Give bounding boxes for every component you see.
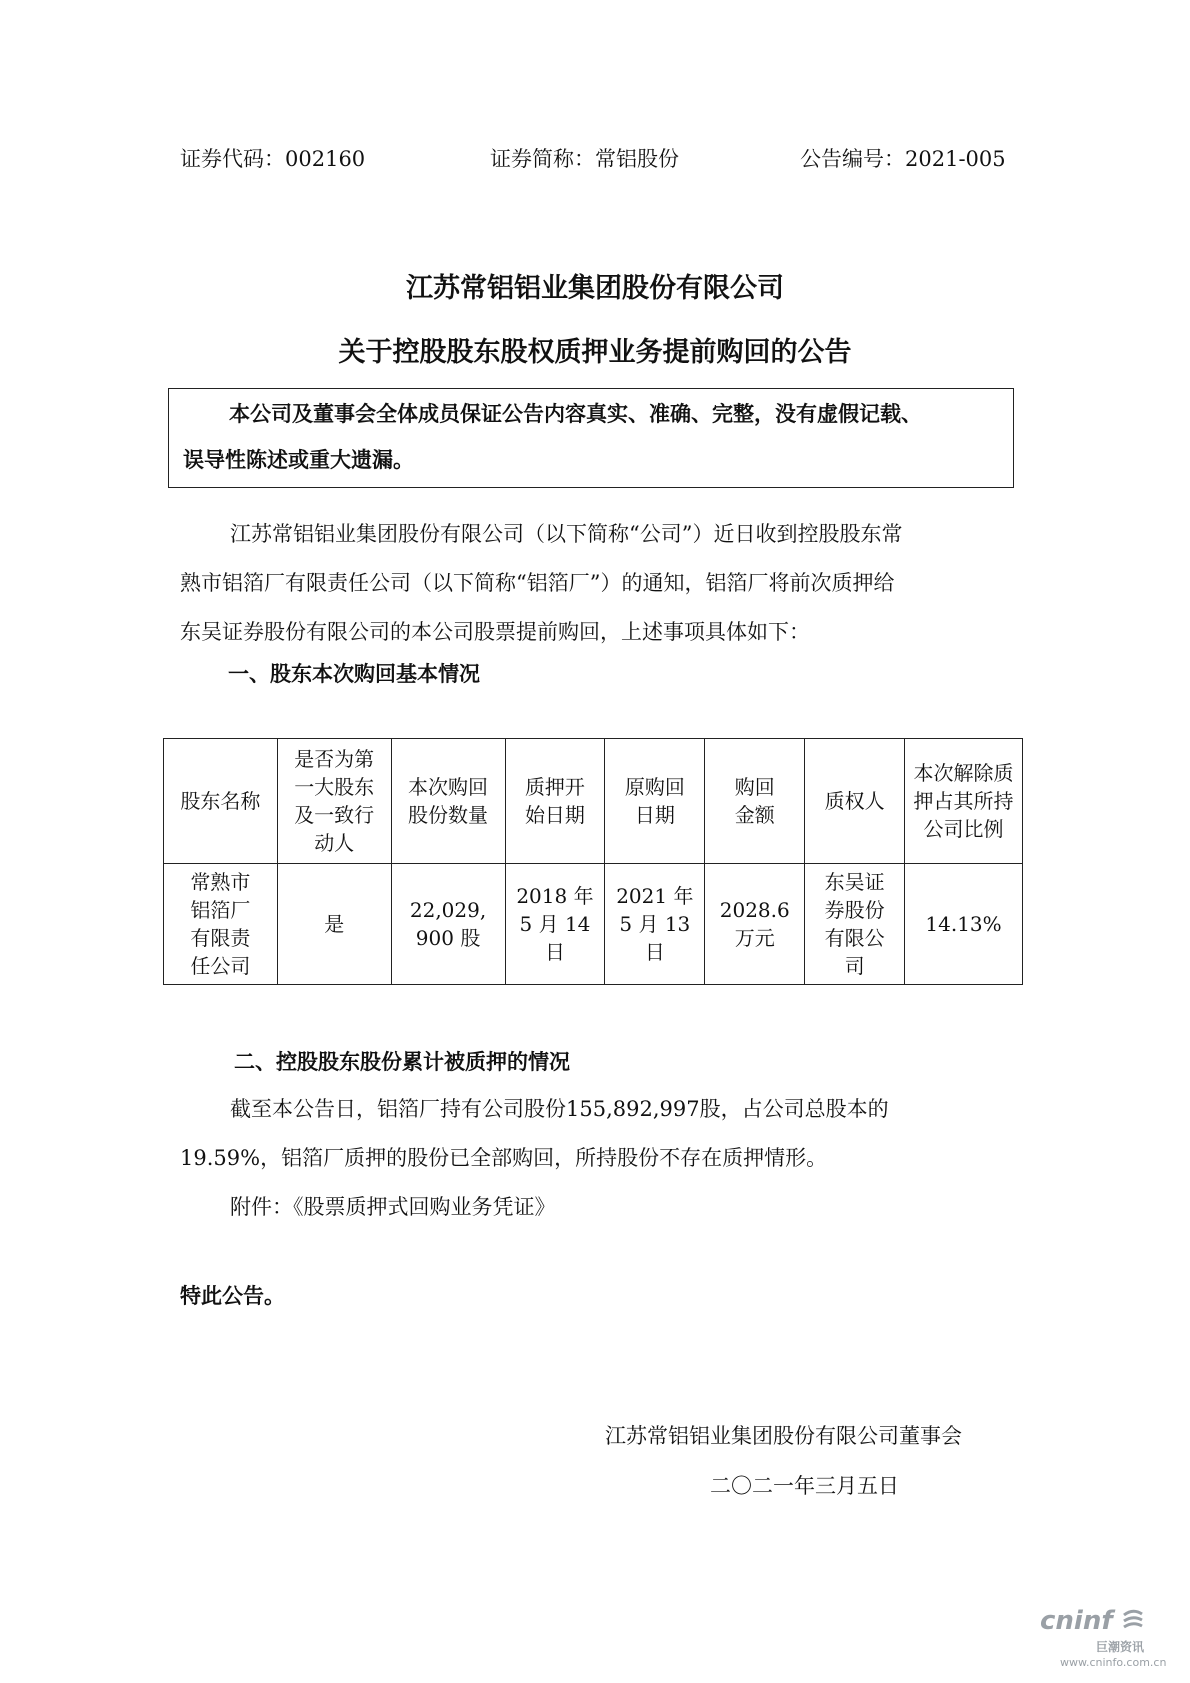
intro-paragraph (180, 510, 1012, 657)
data-cell-line: 2021 年 (616, 884, 694, 908)
header-cell-6 (705, 739, 805, 864)
header-cell-line: 股东名称 (180, 789, 261, 813)
data-cell-line: 14.13% (925, 912, 1002, 936)
security-code: 证券代码：002160 (180, 147, 366, 171)
data-cell-line: 有限责 (190, 926, 251, 950)
section-2-paragraph (180, 1085, 1012, 1232)
data-cell-line: 司 (844, 954, 865, 978)
header-cell-8 (905, 739, 1023, 864)
header-cell-line: 原购回 (624, 775, 685, 799)
data-cell-2 (277, 864, 391, 985)
header-cell-line: 本次购回 (408, 775, 489, 799)
data-cell-8 (905, 864, 1023, 985)
repurchase-table (163, 738, 1023, 985)
header-cell-line: 始日期 (524, 803, 585, 827)
header-cell-line: 公司比例 (923, 817, 1004, 841)
header-cell-4 (505, 739, 605, 864)
header-cell-7 (805, 739, 905, 864)
header-cell-line: 质押开 (524, 775, 585, 799)
data-cell-6 (705, 864, 805, 985)
header-cell-line: 一大股东 (294, 775, 375, 799)
notice-line-1: 本公司及董事会全体成员保证公告内容真实、准确、完整，没有虚假记载、 (229, 402, 922, 426)
header-cell-3 (391, 739, 505, 864)
header-cell-5 (605, 739, 705, 864)
logo-cn: 巨潮资讯 (1096, 1640, 1145, 1654)
header-cell-line: 及一致行 (294, 803, 375, 827)
signature-org: 江苏常铝铝业集团股份有限公司董事会 (605, 1424, 962, 1448)
header-cell-1 (164, 739, 278, 864)
table-row (164, 864, 1023, 985)
data-cell-line: 券股份 (824, 898, 885, 922)
cninfo-logo (1040, 1606, 1180, 1676)
data-cell-line: 2028.6 (719, 898, 790, 922)
logo-swirl-icon (1120, 1606, 1146, 1632)
intro-line-2: 熟市铝箔厂有限责任公司（以下简称“铝箔厂”）的通知，铝箔厂将前次质押给 (180, 571, 895, 595)
data-cell-line: 5 月 13 (619, 912, 691, 936)
section-2-heading: 二、控股股东股份累计被质押的情况 (234, 1050, 570, 1074)
header-cell-line: 动人 (314, 831, 355, 855)
data-cell-7 (805, 864, 905, 985)
data-cell-line: 铝箔厂 (190, 898, 251, 922)
data-cell-line: 东吴证 (824, 870, 885, 894)
header-cell-line: 金额 (734, 803, 775, 827)
header-cell-2 (277, 739, 391, 864)
header-cell-line: 股份数量 (408, 803, 489, 827)
logo-url: www.cninfo.com.cn (1060, 1656, 1167, 1669)
header-cell-line: 购回 (734, 775, 775, 799)
notice-line-2: 误导性陈述或重大遗漏。 (183, 448, 414, 472)
data-cell-line: 900 股 (415, 926, 481, 950)
data-cell-3 (391, 864, 505, 985)
data-cell-line: 2018 年 (516, 884, 594, 908)
data-cell-line: 5 月 14 (519, 912, 591, 936)
intro-line-1: 江苏常铝铝业集团股份有限公司（以下简称“公司”）近日收到控股股东常 (230, 522, 903, 546)
data-cell-line: 任公司 (190, 954, 251, 978)
header-cell-line: 本次解除质 (913, 761, 1014, 785)
closing-text: 特此公告。 (180, 1284, 285, 1308)
guarantee-notice-box (168, 388, 1014, 488)
data-cell-line: 有限公 (824, 926, 885, 950)
signature-date: 二〇二一年三月五日 (710, 1474, 899, 1498)
data-cell-1 (164, 864, 278, 985)
company-title: 江苏常铝铝业集团股份有限公司 (406, 273, 784, 304)
section-2-line-1: 截至本公告日，铝箔厂持有公司股份155,892,997股，占公司总股本的 (230, 1097, 889, 1121)
data-cell-line: 是 (324, 912, 345, 936)
data-cell-line: 常熟市 (190, 870, 251, 894)
header-cell-line: 是否为第 (294, 747, 375, 771)
security-short-name: 证券简称：常铝股份 (490, 147, 679, 171)
data-cell-line: 万元 (734, 926, 775, 950)
header-cell-line: 押占其所持 (913, 789, 1014, 813)
logo-brand: cninf (1040, 1606, 1113, 1636)
data-cell-5 (605, 864, 705, 985)
data-cell-line: 22,029, (409, 898, 487, 922)
notice-number: 公告编号：2021-005 (800, 147, 1006, 171)
header-cell-line: 日期 (634, 803, 675, 827)
notice-title: 关于控股股东股权质押业务提前购回的公告 (338, 337, 852, 368)
table-header-row (164, 739, 1023, 864)
attachment-line: 附件：《股票质押式回购业务凭证》 (230, 1195, 556, 1219)
section-1-heading: 一、股东本次购回基本情况 (228, 662, 480, 686)
header-cell-line: 质权人 (824, 789, 885, 813)
section-2-line-2: 19.59%，铝箔厂质押的股份已全部购回，所持股份不存在质押情形。 (180, 1146, 828, 1170)
data-cell-line: 日 (644, 940, 665, 964)
intro-line-3: 东吴证券股份有限公司的本公司股票提前购回，上述事项具体如下： (180, 620, 810, 644)
data-cell-line: 日 (544, 940, 565, 964)
data-cell-4 (505, 864, 605, 985)
